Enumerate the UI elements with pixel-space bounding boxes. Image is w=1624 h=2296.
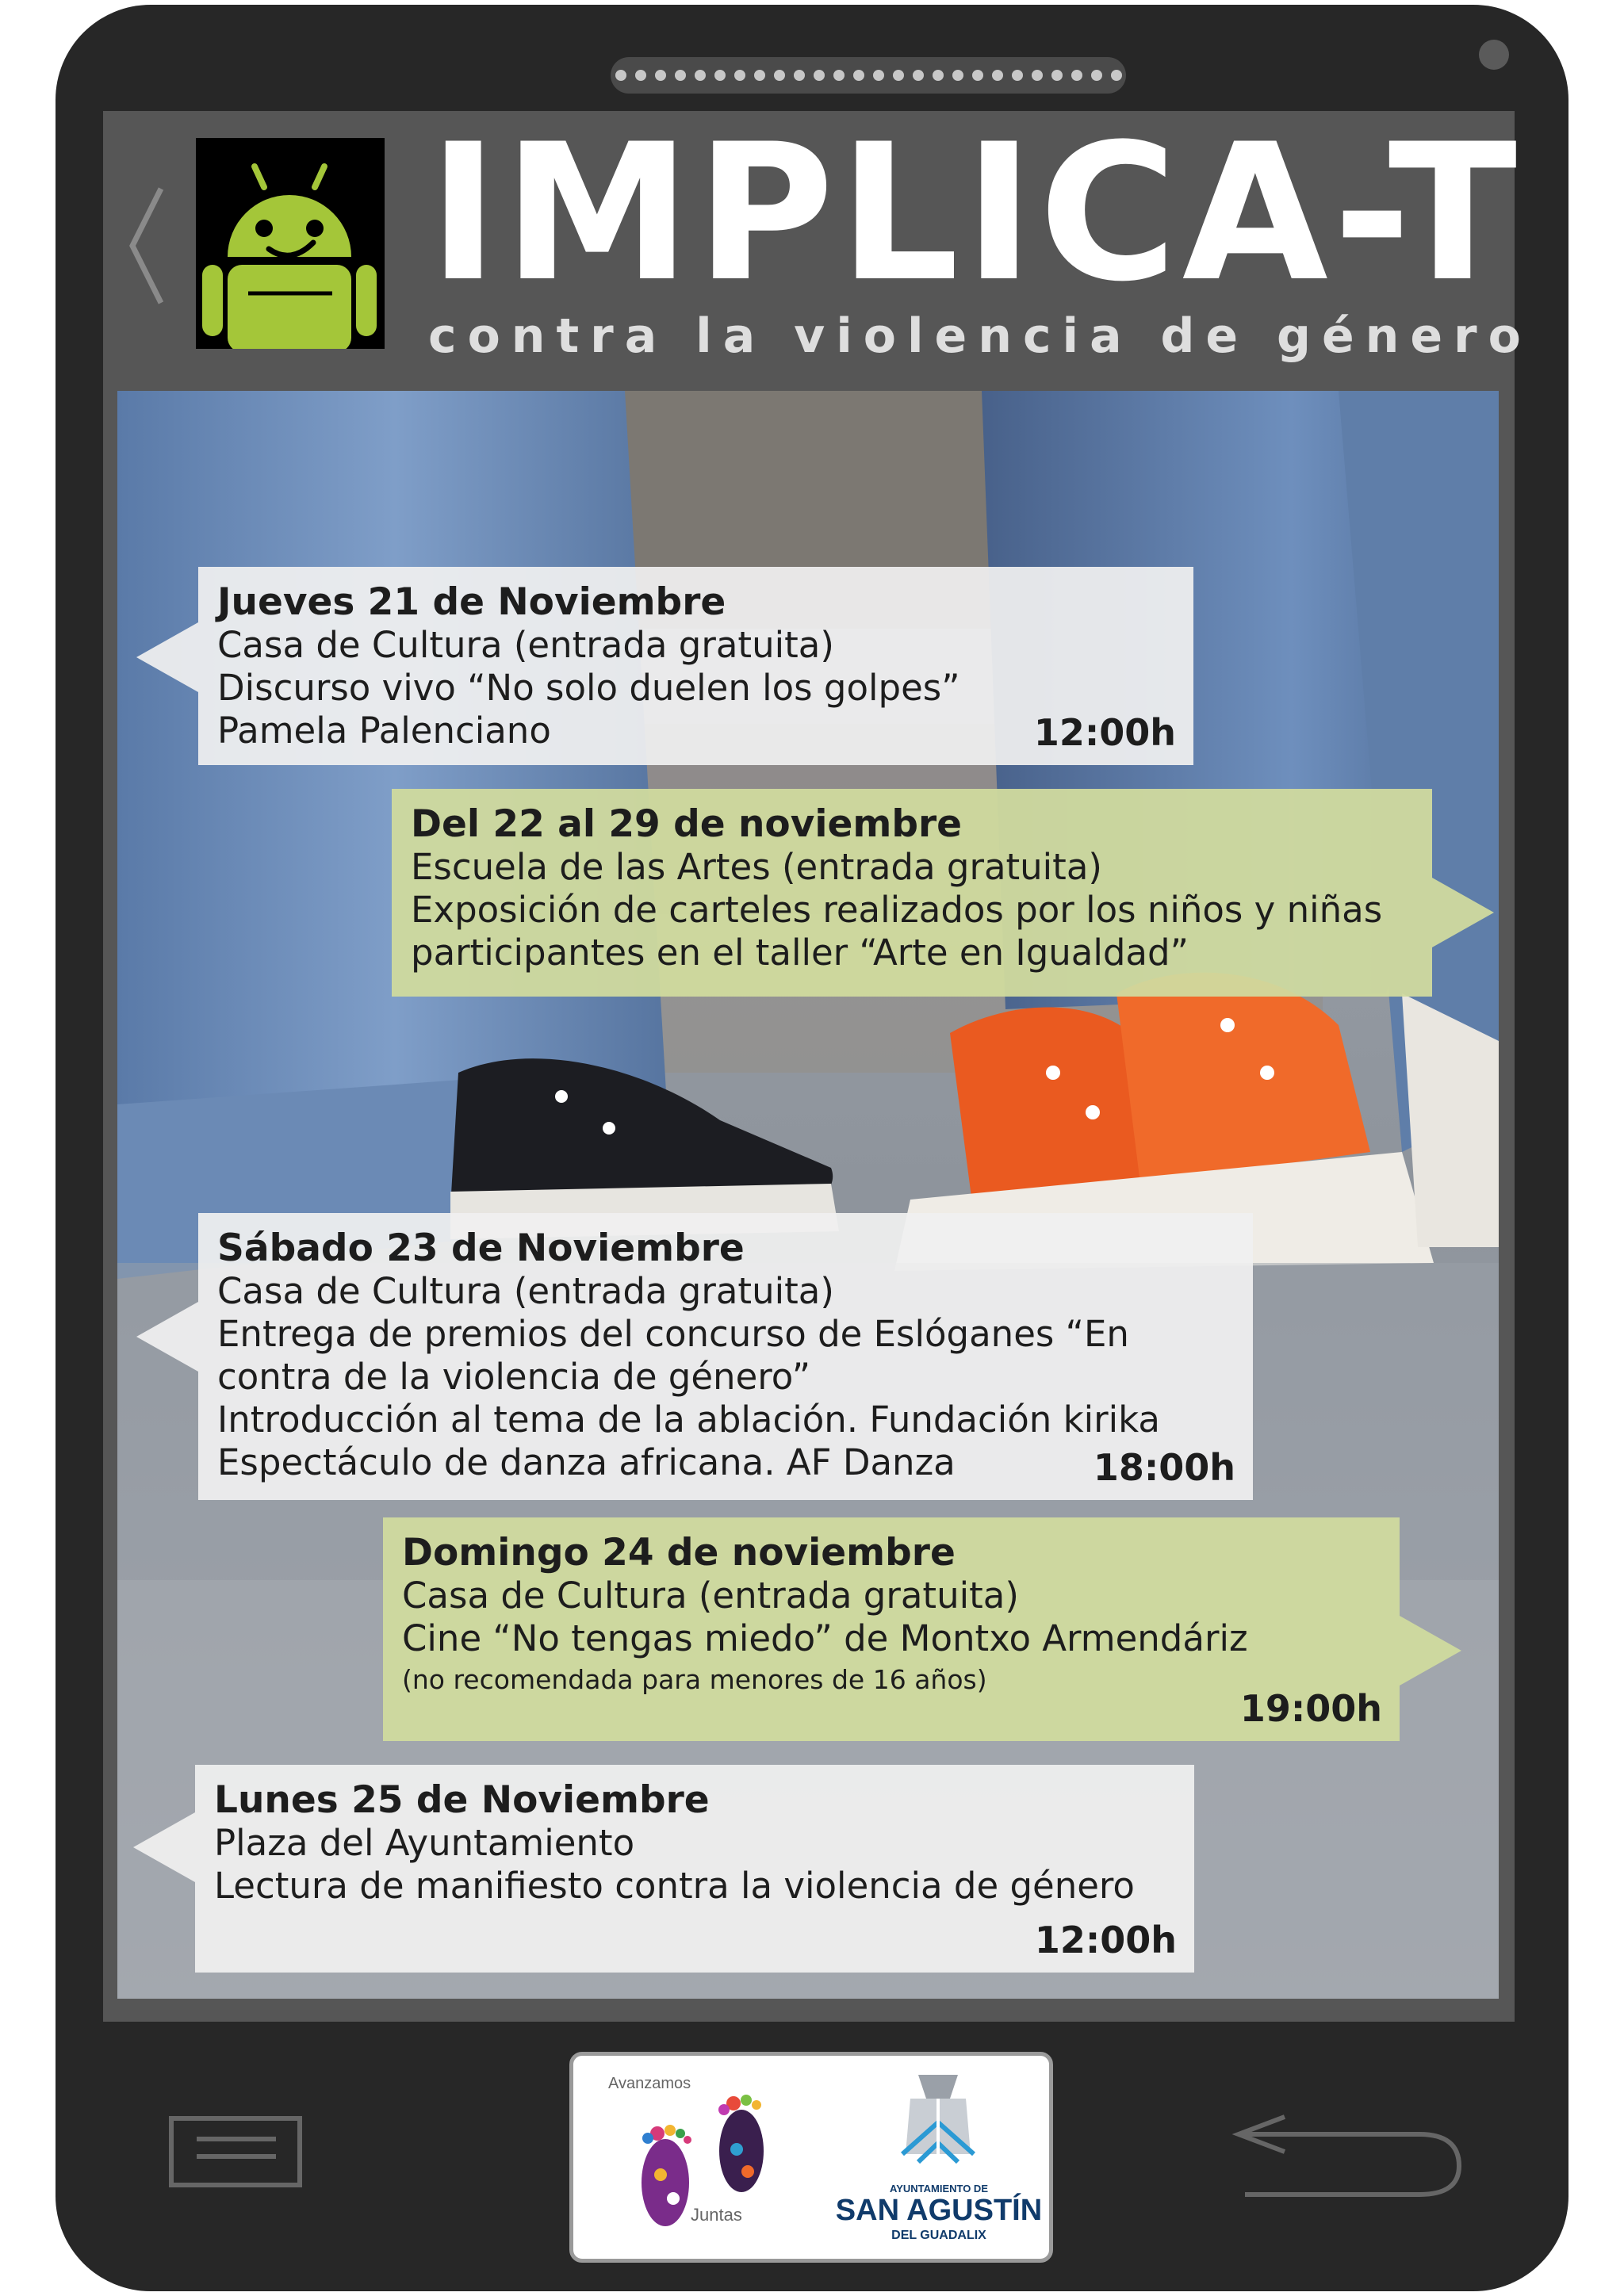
return-icon[interactable] xyxy=(1229,2107,1467,2199)
juntas-label: Juntas xyxy=(691,2205,742,2225)
event-line: Pamela Palenciano xyxy=(217,710,551,752)
event-time: 12:00h xyxy=(1034,1919,1177,1961)
ayuntamiento-seal-icon xyxy=(894,2067,982,2178)
event-date: Lunes 25 de Noviembre xyxy=(214,1778,710,1822)
android-icon xyxy=(196,138,385,349)
event-line: Lectura de manifiesto contra la violencia de género xyxy=(214,1865,1135,1907)
event-card xyxy=(392,789,1432,997)
ayuntamiento-line1: AYUNTAMIENTO DE xyxy=(890,2183,988,2195)
event-line: Casa de Cultura (entrada gratuita) xyxy=(217,624,834,666)
event-line: participantes en el taller “Arte en Igualdad” xyxy=(411,932,1189,974)
event-date: Domingo 24 de noviembre xyxy=(402,1531,956,1575)
event-time: 19:00h xyxy=(1239,1687,1382,1730)
page-subtitle: contra la violencia de género xyxy=(428,308,1532,364)
event-line: Cine “No tengas miedo” de Montxo Armendáriz xyxy=(402,1617,1248,1659)
event-line: Introducción al tema de la ablación. Fundación kirika xyxy=(217,1399,1161,1441)
sponsor-logos xyxy=(569,2052,1053,2263)
ayuntamiento-line2: SAN AGUSTÍN xyxy=(835,2194,1043,2227)
event-line: Entrega de premios del concurso de Eslóganes “En xyxy=(217,1313,1129,1355)
event-card xyxy=(195,1765,1194,1973)
event-line: Plaza del Ayuntamiento xyxy=(214,1822,635,1864)
event-time: 12:00h xyxy=(1033,711,1176,754)
event-date: Sábado 23 de Noviembre xyxy=(217,1226,745,1270)
avanzamos-label: Avanzamos xyxy=(608,2075,691,2092)
event-card xyxy=(198,1213,1253,1500)
event-date: Jueves 21 de Noviembre xyxy=(217,580,726,624)
phone-speaker xyxy=(611,57,1126,94)
event-date: Del 22 al 29 de noviembre xyxy=(411,802,963,846)
event-line: Discurso vivo “No solo duelen los golpes” xyxy=(217,667,960,709)
event-line: Escuela de las Artes (entrada gratuita) xyxy=(411,846,1102,888)
android-logo xyxy=(196,138,385,349)
page-title: IMPLICA-T xyxy=(428,104,1522,323)
event-card xyxy=(383,1517,1400,1741)
back-chevron-icon[interactable] xyxy=(123,182,170,309)
event-line: Exposición de carteles realizados por los niños y niñas xyxy=(411,889,1383,931)
event-time: 18:00h xyxy=(1093,1446,1235,1489)
event-line: Espectáculo de danza africana. AF Danza xyxy=(217,1441,956,1483)
event-line: contra de la violencia de género” xyxy=(217,1356,811,1398)
phone-camera xyxy=(1479,40,1509,70)
event-card xyxy=(198,567,1193,765)
event-note: (no recomendada para menores de 16 años) xyxy=(402,1664,987,1695)
ayuntamiento-line3: DEL GUADALIX xyxy=(891,2229,986,2242)
event-line: Casa de Cultura (entrada gratuita) xyxy=(402,1575,1019,1617)
menu-icon[interactable] xyxy=(168,2115,303,2188)
event-line: Casa de Cultura (entrada gratuita) xyxy=(217,1270,834,1312)
